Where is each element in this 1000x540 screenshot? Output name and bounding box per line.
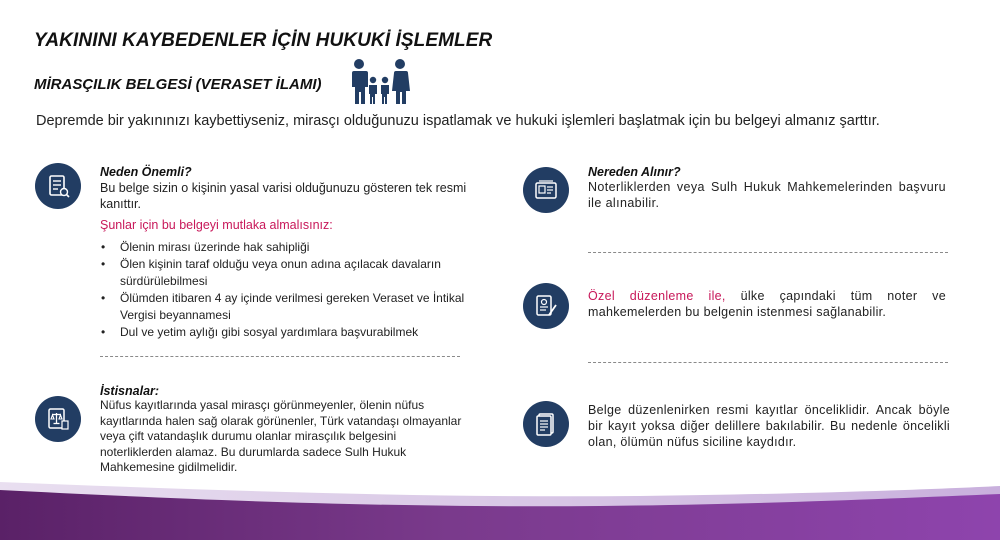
official-register-icon bbox=[523, 401, 569, 447]
intro-text: Depremde bir yakınınızı kaybettiyseniz, mirasçı olduğunuzu ispatlamak ve hukuki işlemleri başlatmak için bu belgeyi almanız şarttır. bbox=[36, 113, 880, 129]
section-subtitle: MİRASÇILIK BELGESİ (VERASET İLAMI) bbox=[34, 76, 322, 93]
list-item: • Ölen kişinin taraf olduğu veya onun adına açılacak davaların sürdürülebilmesi bbox=[100, 256, 470, 290]
divider bbox=[100, 356, 460, 357]
exceptions-heading: İstisnalar: bbox=[100, 384, 160, 398]
where-heading: Nereden Alınır? bbox=[588, 165, 681, 179]
divider bbox=[588, 252, 948, 253]
list-item: • Ölümden itibaren 4 ay içinde verilmesi gereken Veraset ve İntikal Vergisi beyannamesi bbox=[100, 290, 470, 324]
legal-scale-document-icon bbox=[35, 396, 81, 442]
divider bbox=[588, 362, 948, 363]
why-list-title: Şunlar için bu belgeyi mutlaka almalısınız: bbox=[100, 218, 333, 232]
where-section bbox=[588, 165, 946, 211]
document-list-icon bbox=[35, 163, 81, 209]
priority-text: Belge düzenlenirken resmi kayıtlar önceliklidir. Ancak böyle bir kayıt yoksa diğer delillere bakılabilir. Bu nedenle öncelikli olan, ölümün nüfus siciline kaydıdır. bbox=[588, 403, 950, 449]
id-card-documents-icon bbox=[523, 167, 569, 213]
special-highlight: Özel düzenleme ile, bbox=[588, 289, 726, 303]
why-important-section bbox=[100, 165, 470, 341]
list-item: • Ölenin mirası üzerinde hak sahipliği bbox=[100, 239, 470, 256]
page-title: YAKININI KAYBEDENLER İÇİN HUKUKİ İŞLEMLER bbox=[34, 30, 493, 51]
why-heading: Neden Önemli? bbox=[100, 165, 192, 179]
list-item: • Dul ve yetim aylığı gibi sosyal yardımlara başvurabilmek bbox=[100, 324, 470, 341]
why-text: Bu belge sizin o kişinin yasal varisi olduğunuzu gösteren tek resmi kanıttır. bbox=[100, 181, 467, 211]
special-regulation-text bbox=[588, 288, 946, 320]
family-icon bbox=[348, 58, 412, 106]
why-list bbox=[100, 239, 470, 341]
where-text: Noterliklerden veya Sulh Hukuk Mahkemelerinden başvuru ile alınabilir. bbox=[588, 180, 946, 210]
special-text: ülke çapındaki tüm noter ve mahkemelerden bu belgenin istenmesi sağlanabilir. bbox=[588, 289, 946, 319]
exceptions-section bbox=[100, 384, 464, 476]
bottom-wave-decoration bbox=[0, 468, 1000, 540]
exceptions-text: Nüfus kayıtlarında yasal mirasçı görünmeyenler, ölenin nüfus kayıtlarında halen sağ olarak görünenler, Türk vatandaşı olmayanlar veya çift vatandaşlık durumu olanlar mirasçılık belgesini noterliklerden alamaz. Bu durumlarda sadece Sulh Hukuk Mahkemesine gidilmelidir. bbox=[100, 398, 462, 475]
signed-document-icon bbox=[523, 283, 569, 329]
